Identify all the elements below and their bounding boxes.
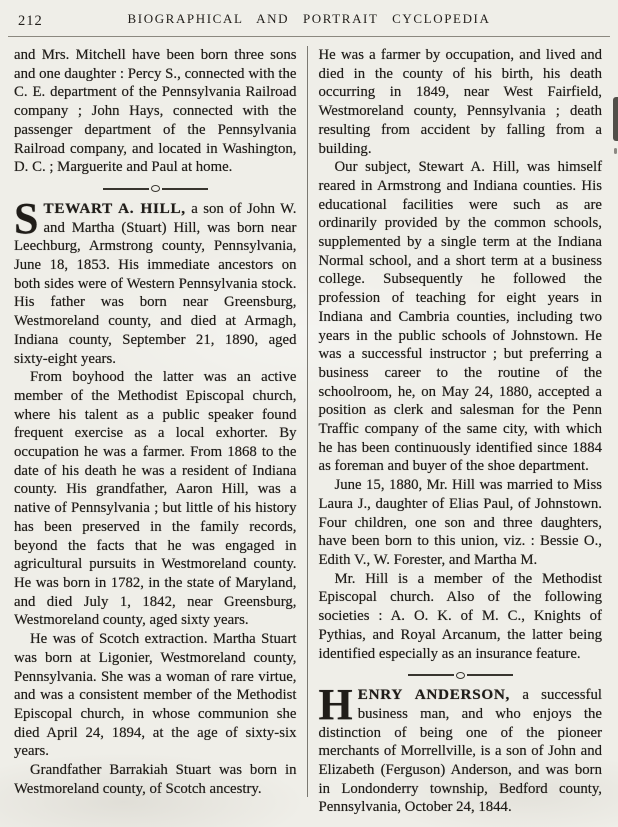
subject-name: TEWART A. HILL, <box>43 199 186 217</box>
divider-line <box>408 674 454 676</box>
paragraph: From boyhood the latter was an active member of the Methodist Episcopal church, where his talent as a public speaker found frequent exercise as a local exhorter. By occupation he was a farmer. From 1868 to the date of his death he was a resident of Indiana county. His grandfather, Aaron Hill, was a native of Pennsylvania ; but little of his history has been preserved in the family records, beyond the facts that he was engaged in agricultural pursuits in Westmoreland county. He was born in 1782, in the state of Maryland, and died July 1, 1842, near Greensburg, Westmoreland county, aged sixty years. <box>14 369 297 629</box>
page-number: 212 <box>18 13 43 29</box>
two-column-text <box>0 37 618 817</box>
page-header <box>0 11 618 33</box>
right-column <box>319 46 603 817</box>
scan-artifact <box>613 97 618 141</box>
drop-cap: S <box>14 193 39 243</box>
left-column <box>14 46 297 817</box>
section-intro-anderson <box>318 680 603 817</box>
divider-line <box>162 188 208 190</box>
drop-cap: H <box>318 680 353 730</box>
paragraph-continuation: He was a farmer by occupation, and lived and died in the county of his birth, his death occurring in 1849, near West Fairfield, Westmoreland county, Pennsylvania ; death resulting from accident by falling from a building. <box>318 47 602 157</box>
divider-line <box>103 188 149 190</box>
paragraph: Our subject, Stewart A. Hill, was himself reared in Armstrong and Indiana counties. His educational facilities were such as are ordinarily provided by the common schools, supplemented by a single term at the Indiana Normal school, and a short term at a business college. Subsequently he followed the profession of teaching for eight years in Indiana and Cambria counties, including two years in the public schools of Johnstown. He was a successful instructor ; but preferring a business career to the routine of the schoolroom, he, on May 24, 1880, accepted a position as clerk and salesman for the Penn Traffic company of the same city, with which he has been continuously identified since 1884 as foreman and buyer of the shoe department. <box>318 159 602 475</box>
divider-ornament-icon <box>456 672 465 679</box>
page-title: BIOGRAPHICAL AND PORTRAIT CYCLOPEDIA <box>127 11 491 26</box>
paragraph: Grandfather Barrakiah Stuart was born in Westmoreland county, of Scotch ancestry. <box>14 762 297 797</box>
section-divider <box>319 671 603 679</box>
section-intro-text: a successful business man, and who enjoys the distinction of being one of the pioneer merchants of Morrellville, is a son of John and Elizabeth (Ferguson) Anderson, and was born in Londonderry township, Bedford county, Pennsylvania, October 24, 1844. <box>318 687 602 816</box>
paragraph-continuation: and Mrs. Mitchell have been born three sons and one daughter : Percy S., connected with the C. E. department of the Pennsylvania Railroad company ; John Hays, connected with the passenger department of the Pennsylvania Railroad company, and located in Washington, D. C. ; Marguerite and Paul at home. <box>14 47 297 176</box>
section-intro-text: a son of John W. and Martha (Stuart) Hill, was born near Leechburg, Armstrong county, Pennsylvania, June 18, 1853. His immediate ancestors on both sides were of Western Pennsylvania stock. His father was born near Greensburg, Westmoreland county, and died at Armagh, Indiana county, September 21, 1890, aged sixty-eight years. <box>14 200 297 367</box>
section-divider <box>14 185 297 193</box>
divider-line <box>467 674 513 676</box>
section-intro-hill <box>14 193 297 368</box>
scan-artifact <box>614 148 617 154</box>
paragraph: Mr. Hill is a member of the Methodist Episcopal church. Also of the following societies : A. O. K. of M. C., Knights of Pythias, and Royal Arcanum, the latter being identified especially as an insurance feature. <box>318 570 602 662</box>
paragraph: June 15, 1880, Mr. Hill was married to Miss Laura J., daughter of Elias Paul, of Johnstown. Four children, one son and three daughters, have been born to this union, viz. : Bessie O., Edith V., W. Forester, and Martha M. <box>318 477 602 568</box>
divider-ornament-icon <box>151 185 160 192</box>
paragraph: He was of Scotch extraction. Martha Stuart was born at Ligonier, Westmoreland county, Pennsylvania. She was a woman of rare virtue, and was a consistent member of the Methodist Episcopal church, in whose communion she died April 24, 1894, at the age of sixty-six years. <box>14 631 297 760</box>
column-divider-rule <box>307 46 308 797</box>
subject-name: ENRY ANDERSON, <box>357 686 511 704</box>
